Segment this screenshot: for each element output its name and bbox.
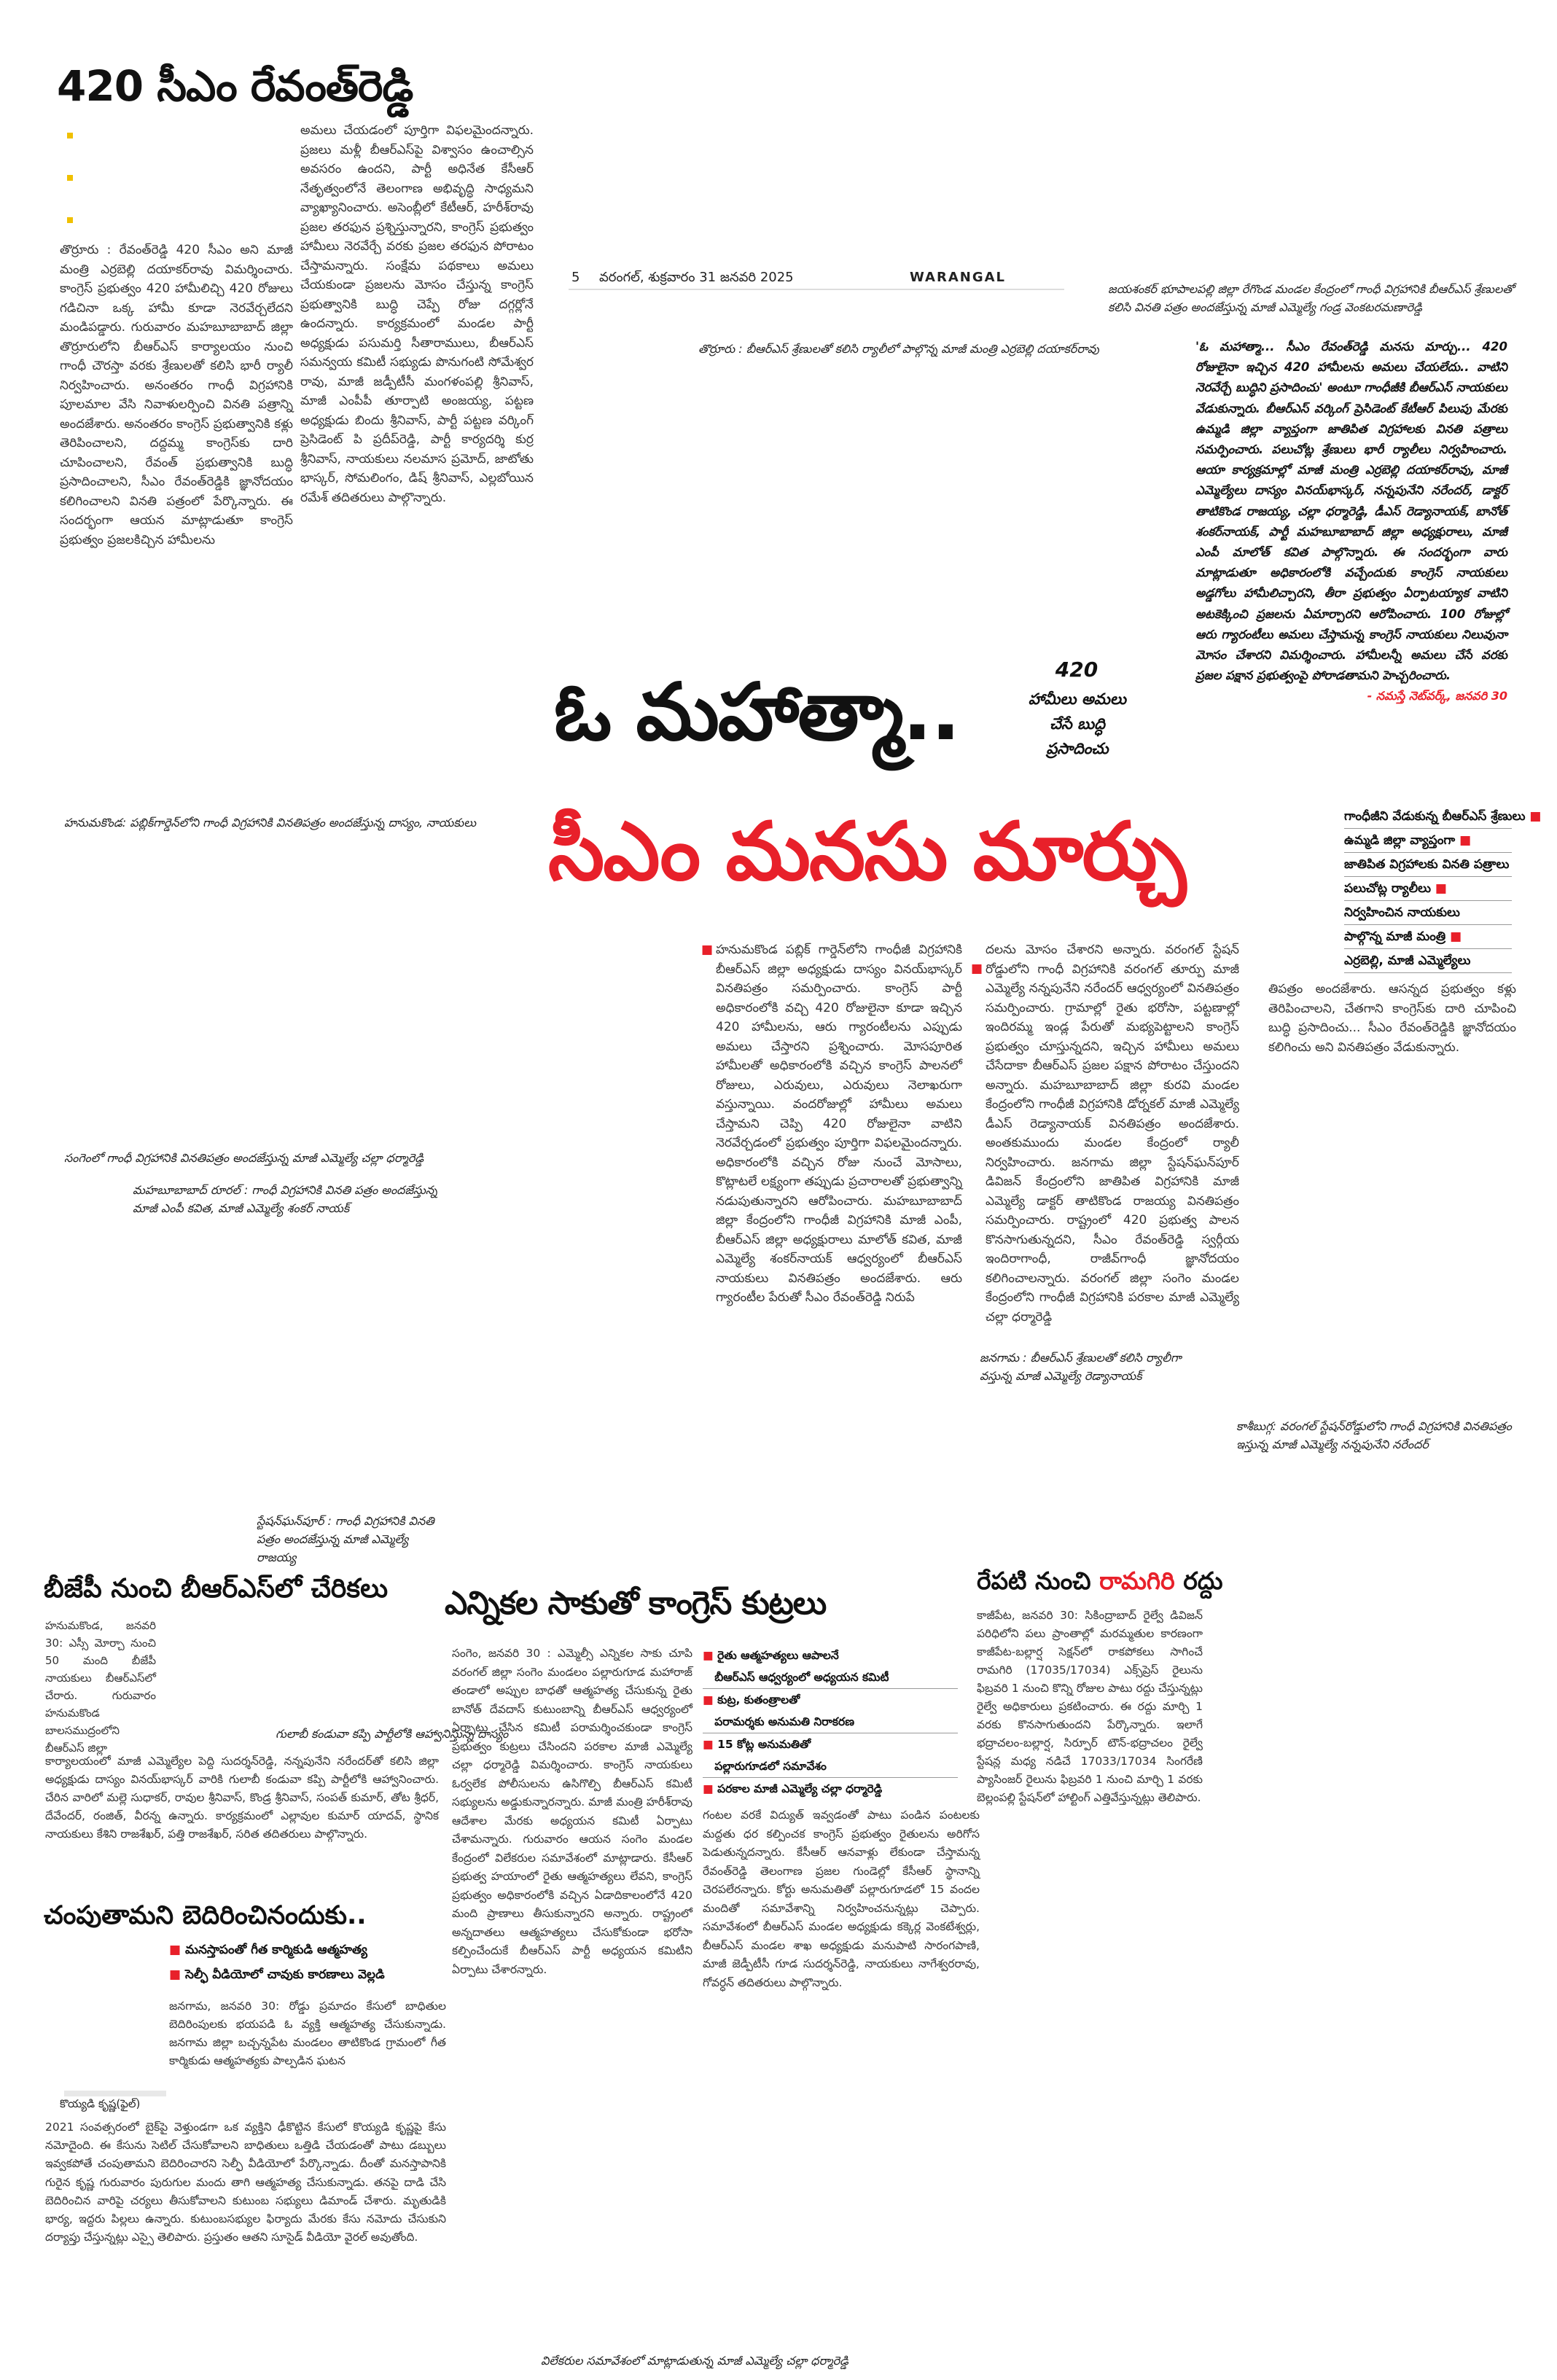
- folio-rule: [569, 289, 1064, 290]
- story1-column-2: అమలు చేయడంలో పూర్తిగా విఫలమైందన్నారు. ప్రజలు మళ్లీ బీఆర్‌ఎస్‌పై విశ్వాసం ఉంచాల్సిన అవసరం ఉందని, పార్టీ అధినేత కేసీఆర్ నేతృత్వంలోనే తెలంగాణ అభివృద్ధి సాధ్యమని వ్యాఖ్యానించారు. అసెంబ్లీలో కేటీఆర్, హరీశ్‌రావు ప్రజల తరఫున ప్రశ్నిస్తున్నారని, కాంగ్రెస్ ప్రభుత్వం హామీలు నెరవేర్చే వరకు ప్రజల తరఫున పోరాటం చేస్తామన్నారు. సంక్షేమ పథకాలు అమలు చేయకుండా ప్రజలను మోసం చేస్తున్న కాంగ్రెస్ ప్రభుత్వానికి బుద్ధి చెప్పే రోజు దగ్గర్లోనే ఉందన్నారు. కార్యక్రమంలో మండల పార్టీ అధ్యక్షుడు పసుమర్తి సీతారాములు, బీఆర్‌ఎస్ సమన్వయ కమిటీ సభ్యుడు పొనుగంటి సోమేశ్వర రావు, మాజీ జడ్పీటీసీ మంగళంపల్లి శ్రీనివాస్, మాజీ ఎంపీపీ తూర్పాటి అంజయ్య, పట్టణ అధ్యక్షుడు బిందు శ్రీనివాస్, పార్టీ పట్టణ వర్కింగ్ ప్రెసిడెంట్ పి ప్రదీప్‌రెడ్డి, పార్టీ కార్యదర్శి కుర్ర శ్రీనివాస్, నాయకులు నలమాస ప్రమోద్, జాటోతు భాస్కర్, సోమలింగం, డిష్ శ్రీనివాస్, ఎల్లబోయిన రమేశ్ తదితరులు పాల్గొన్నారు.: [300, 123, 534, 505]
- bullet-item: జాతిపిత విగ్రహాలకు వినతి పత్రాలు: [1344, 853, 1512, 877]
- quote-credit: - నమస్తే నెట్‌వర్క్, జనవరి 30: [1367, 689, 1507, 703]
- bullet-item: పల్లారుగూడలో సమావేశం: [703, 1755, 958, 1778]
- bullet-item: పరామర్శకు అనుమతి నిరాకరణ: [703, 1711, 958, 1733]
- threat-intro: జనగామ, జనవరి 30: రోడ్డు ప్రమాదం కేసులో బాధితుల బెదిరింపులకు భయపడి ఓ వ్యక్తి ఆత్మహత్య చేసుకున్నాడు. జనగామ జిల్లా బచ్చన్నపేట మండలం తాటికొండ గ్రామంలో గీత కార్మికుడు ఆత్మహత్యకు పాల్పడిన ఘటన: [169, 1999, 446, 2067]
- photo-caption-station-ghanpur: స్టేషన్‌ఘన్‌పూర్ : గాంధీ విగ్రహానికి వినతి పత్రం అందజేస్తున్న మాజీ ఎమ్మెల్యే రాజయ్య: [257, 1514, 434, 1564]
- bullet-item: ■ 15 కోట్ల అనుమతితో: [703, 1738, 811, 1751]
- photo-caption-sangem: సంగెంలో గాంధీ విగ్రహానికి వినతిపత్రం అందజేస్తున్న మాజీ ఎమ్మెల్యే చల్లా ధర్మారెడ్డి: [64, 1151, 424, 1165]
- story-headline-train: [977, 1564, 1223, 1598]
- main-story-col2-text: దలను మోసం చేశారని అన్నారు. వరంగల్ స్టేషన్ రోడ్డులోని గాంధీ విగ్రహానికి వరంగల్ తూర్పు మాజీ ఎమ్మెల్యే నన్నపునేని నరేందర్ ఆధ్వర్యంలో వినతిపత్రం సమర్పించారు. గ్రామాల్లో రైతు భరోసా, పట్టణాల్లో ఇందిరమ్మ ఇండ్ల పేరుతో మభ్యపెట్టాలని కాంగ్రెస్ ప్రభుత్వం చూస్తున్నదని, ఇచ్చిన హామీలు అమలు చేసేదాకా బీఆర్‌ఎస్ ప్రజల పక్షాన పోరాటం చేస్తుందని అన్నారు. మహబూబాబాద్ జిల్లా కురవి మండల కేంద్రంలోని గాంధీజీ విగ్రహానికి డోర్నకల్ మాజీ ఎమ్మెల్యే డీఎస్ రెడ్యానాయక్ వినతిపత్రం అందజేశారు. అంతకుముందు మండల కేంద్రంలో ర్యాలీ నిర్వహించారు. జనగామ జిల్లా స్టేషన్‌ఘన్‌పూర్ డివిజన్ కేంద్రంలోని జాతిపిత విగ్రహానికి మాజీ ఎమ్మెల్యే డాక్టర్ తాటికొండ రాజయ్య వినతిపత్రం సమర్పించారు. రాష్ట్రంలో 420 ప్రభుత్వ పాలన కొనసాగుతున్నదని, సీఎం రేవంత్‌రెడ్డి స్వర్గీయ ఇందిరాగాంధీ, రాజీవ్‌గాంధీ జ్ఞానోదయం కలిగించాలన్నారు. వరంగల్ జిల్లా సంగెం మండల కేంద్రంలోని గాంధీజీ విగ్రహానికి పరకాల మాజీ ఎమ్మెల్యే చల్లా ధర్మారెడ్డి: [986, 943, 1239, 1324]
- congress-bullets: [703, 1644, 958, 1798]
- threat-bullets: [169, 1938, 446, 1989]
- bullet-item: గాంధీజీని వేడుకున్న బీఆర్‌ఎస్ శ్రేణులు ■: [1344, 805, 1512, 829]
- kicker-number: 420: [1055, 658, 1099, 682]
- lead-quote-text: 'ఓ మహాత్మా... సీఎం రేవంత్‌రెడ్డి మనసు మార్చు... 420 రోజులైనా ఇచ్చిన 420 హామీలను అమలు చేయలేదు.. వాటిని నెరవేర్చే బుద్ధిని ప్రసాదించు' అంటూ గాంధీజీకి బీఆర్‌ఎస్ నాయకులు వేడుకున్నారు. బీఆర్‌ఎస్ వర్కింగ్ ప్రెసిడెంట్ కేటీఆర్ పిలుపు మేరకు ఉమ్మడి జిల్లా వ్యాప్తంగా జాతిపిత విగ్రహాలకు వినతి పత్రాలు సమర్పించారు. పలుచోట్ల శ్రేణులు భారీ ర్యాలీలు నిర్వహించారు. ఆయా కార్యక్రమాల్లో మాజీ మంత్రి ఎర్రబెల్లి దయాకర్‌రావు, మాజీ ఎమ్మెల్యేలు దాస్యం వినయ్‌భాస్కర్, నన్నపునేని నరేందర్, డాక్టర్ తాటికొండ రాజయ్య, చల్లా ధర్మారెడ్డి, డీఎస్ రెడ్యానాయక్, బానోత్ శంకర్‌నాయక్, పార్టీ మహబూబాబాద్ జిల్లా అధ్యక్షురాలు, మాజీ ఎంపీ మాలోత్ కవిత పాల్గొన్నారు. ఈ సందర్భంగా వారు మాట్లాడుతూ అధికారంలోకి వచ్చేందుకు కాంగ్రెస్ నాయకులు అడ్డగోలు హామీలిచ్చారని, తీరా ప్రభుత్వం ఏర్పాటయ్యాక వాటిని అటకెక్కించి ప్రజలను ఏమార్చారని ఆరోపించారు. 100 రోజుల్లో ఆరు గ్యారంటీలు అమలు చేస్తామన్న కాంగ్రెస్ నాయకులు నిలువునా మోసం చేశారని విమర్శించారు. హామీలన్నీ అమలు చేసే వరకు ప్రజల పక్షాన ప్రభుత్వంపై పోరాడతామని హెచ్చరించారు.: [1195, 340, 1507, 683]
- bullet-item: పలుచోట్ల ర్యాలీలు ■: [1344, 877, 1512, 901]
- main-story-column-3: తిపత్రం అందజేశారు. ఆసన్నద ప్రభుత్వం కళ్లు తెరిపించాలని, చేతగాని కాంగ్రెస్‌కు దారి చూపించి బుద్ధి ప్రసాదించు... సీఎం రేవంత్‌రెడ్డికి జ్ఞానోదయం కలిగించు అని వినతిపత్రం వేడుకున్నారు.: [1268, 982, 1516, 1055]
- story-headline-420-cm: 420 సీఎం రేవంత్‌రెడ్డి: [57, 61, 413, 111]
- main-headline-line1: ఓ మహాత్మా..: [554, 667, 959, 758]
- page-number: 5: [571, 270, 580, 285]
- bullet-dot: [67, 175, 73, 181]
- kicker-text: హామీలు అమలు చేసే బుద్ధి ప్రసాదించు: [1028, 690, 1127, 757]
- main-headline-line2: సీఎం మనసు మార్చు: [548, 805, 1185, 898]
- congress-column-1: సంగెం, జనవరి 30 : ఎమ్మెల్సీ ఎన్నికల సాకు చూపి వరంగల్ జిల్లా సంగెం మండలం పల్లారుగూడ మహారాజ్ తండాలో అప్పుల బాధతో ఆత్మహత్య చేసుకున్న రైతు బానోత్ దేవదాస్ కుటుంబాన్ని బీఆర్‌ఎస్ ఆధ్వర్యంలో ఏర్పాటు చేసిన కమిటీ పరామర్శించకుండా కాంగ్రెస్ ప్రభుత్వం కుట్రలు చేసిందని పరకాల మాజీ ఎమ్మెల్యే చల్లా ధర్మారెడ్డి విమర్శించారు. కాంగ్రెస్ నాయకులు ఓర్వలేక పోలీసులను ఉసిగొల్పి బీఆర్‌ఎస్ కమిటీ సభ్యులను అడ్డుకున్నారన్నారు. మాజీ మంత్రి హరీశ్‌రావు ఆదేశాల మేరకు అధ్యయన కమిటీ ఏర్పాటు చేశామన్నారు. గురువారం ఆయన సంగెం మండల కేంద్రంలో విలేకరుల సమావేశంలో మాట్లాడారు. కేసీఆర్ ప్రభుత్వ హయాంలో రైతు ఆత్మహత్యలు లేవని, కాంగ్రెస్ ప్రభుత్వం అధికారంలోకి వచ్చిన ఏడాదికాలంలోనే 420 మంది ప్రాణాలు తీసుకున్నారని అన్నారు. రాష్ట్రంలో అన్నదాతలు ఆత్మహత్యలు చేసుకోకుండా భరోసా కల్పించేందుకే బీఆర్‌ఎస్ పార్టీ అధ్యయన కమిటీని ఏర్పాటు చేశారన్నారు.: [452, 1647, 692, 1976]
- highlight-bullets: [1344, 805, 1542, 974]
- bullet-item: బీఆర్‌ఎస్ ఆధ్వర్యంలో అధ్యయన కమిటీ: [703, 1666, 958, 1689]
- main-story-column-2: [969, 940, 1239, 1334]
- dateline: వరంగల్, శుక్రవారం 31 జనవరి 2025: [599, 270, 794, 285]
- joins-body: కార్యాలయంలో మాజీ ఎమ్మెల్యేల పెద్ది సుదర్శన్‌రెడ్డి, నన్నపునేని నరేందర్‌తో కలిసి జిల్లా అధ్యక్షుడు దాస్యం వినయ్‌భాస్కర్ వారికి గులాబీ కండువా కప్పి పార్టీలోకి ఆహ్వానించారు. చేరిన వారిలో మల్లె సుధాకర్, రావుల శ్రీనివాస్, కొండ్ర శ్రీనివాస్, సంపత్ కుమార్, తోట శ్రీధర్, దేవేందర్, రంజిత్, వీరన్న ఉన్నారు. కార్యక్రమంలో ఎల్లావుల కుమార్ యాదవ్, స్థానిక నాయకులు కేశిని రాజశేఖర్, పత్తి రాజశేఖర్, సరిత తదితరులు పాల్గొన్నారు.: [45, 1755, 439, 1841]
- bullet-marker: ■: [701, 943, 714, 957]
- photo-caption-hanumakonda: హనుమకొండ: పబ్లిక్‌గార్డెన్‌లోని గాంధీ విగ్రహానికి వినతిపత్రం అందజేస్తున్న దాస్యం, నాయకులు: [64, 816, 477, 830]
- photo-caption-joins: గులాబీ కండువా కప్పి పార్టీలోకి ఆహ్వానిస్తున్న దాస్యం: [276, 1727, 509, 1741]
- bullet-item: నిర్వహించిన నాయకులు: [1344, 901, 1512, 925]
- congress-column-2: గంటల వరకే విద్యుత్ ఇవ్వడంతో పాటు పండిన పంటలకు మద్దతు ధర కల్పించక కాంగ్రెస్ ప్రభుత్వం రైతులను అరిగోస పెడుతున్నదన్నారు. కేసీఆర్ ఆనవాళ్లు లేకుండా చేస్తామన్న రేవంత్‌రెడ్డి తెలంగాణ ప్రజల గుండెల్లో కేసీఆర్ స్థానాన్ని చెరపలేరన్నారు. కోర్టు అనుమతితో పల్లారుగూడలో 15 వందల మందితో సమావేశాన్ని నిర్వహించనున్నట్లు చెప్పారు. సమావేశంలో బీఆర్‌ఎస్ మండల అధ్యక్షుడు కక్కెర్ల వెంకటేశ్వర్లు, బీఆర్‌ఎస్ మండల శాఖ అధ్యక్షుడు మనుపాటి సారంగపాణి, మాజీ జెడ్పీటీసీ గూడ సుదర్శన్‌రెడ్డి, నాయకులు నాగేశ్వరరావు, గోవర్ధన్ తదితరులు పాల్గొన్నారు.: [703, 1809, 980, 1989]
- bullet-item: ■ రైతు ఆత్మహత్యలు ఆపాలనే: [703, 1649, 839, 1662]
- train-body: కాజీపేట, జనవరి 30: సికింద్రాబాద్ రైల్వే డివిజన్ పరిధిలోని పలు ప్రాంతాల్లో మరమ్మతుల కారణంగా కాజీపేట-బల్లార్ష సెక్షన్‌లో రాకపోకలు సాగించే రామగిరి (17035/17034) ఎక్స్‌ప్రెస్ రైలును ఫిబ్రవరి 1 నుంచి కొన్ని రోజుల పాటు రద్దు చేస్తున్నట్లు రైల్వే అధికారులు ప్రకటించారు. ఈ రద్దు మార్చి 1 వరకు కొనసాగుతుందని పేర్కొన్నారు. ఇలాగే భద్రాచలం-బల్లార్ష, సిర్పూర్ టౌన్-భద్రాచలం రైల్వే స్టేషన్ల మధ్య నడిచే 17033/17034 సింగరేణి ప్యాసింజర్ రైలును ఫిబ్రవరి 1 నుంచి మార్చి 1 వరకు బెల్లంపల్లి స్టేషన్‌లో హాల్టింగ్ ఎత్తివేస్తున్నట్లు తెలిపారు.: [977, 1609, 1203, 1804]
- joins-narrow-column: హనుమకొండ, జనవరి 30: ఎస్సీ మోర్చా నుంచి 50 మంది బీజేపీ నాయకులు బీఆర్‌ఎస్‌లో చేరారు. గురువారం హనుమకొండ బాలసముద్రంలోని బీఆర్‌ఎస్ జిల్లా: [45, 1619, 156, 1755]
- bullet-item: ■ సెల్ఫీ వీడియోలో చావుకు కారణాలు వెల్లడి: [169, 1967, 385, 1982]
- photo-caption-kashibugga: కాశీబుగ్గ: వరంగల్ స్టేషన్‌రోడ్డులోని గాంధీ విగ్రహానికి వినతిపత్రం ఇస్తున్న మాజీ ఎమ్మెల్యే నన్నపునేని నరేందర్: [1236, 1419, 1512, 1451]
- threat-body: 2021 సంవత్సరంలో బైక్‌పై వెళ్తుండగా ఒక వ్యక్తిని ఢీకొట్టిన కేసులో కొయ్యడి కృష్ణపై కేసు నమోదైంది. ఈ కేసును సెటిల్ చేసుకోవాలని బాధితులు ఒత్తిడి చేయడంతో పాటు డబ్బులు ఇవ్వకపోతే చంపుతామని బెదిరించారని సెల్ఫీ వీడియోలో పేర్కొన్నాడు. దీంతో మనస్తాపానికి గురైన కృష్ణ గురువారం పురుగుల మందు తాగి ఆత్మహత్య చేసుకున్నాడు. తనపై దాడి చేసి బెదిరించిన వారిపై చర్యలు తీసుకోవాలని కుటుంబ సభ్యులు డిమాండ్ చేశారు. మృతుడికి భార్య, ఇద్దరు పిల్లలు ఉన్నారు. కుటుంబసభ్యుల ఫిర్యాదు మేరకు కేసు నమోదు చేసుకుని దర్యాప్తు చేస్తున్నట్లు ఎస్సై తెలిపారు. ప్రస్తుతం ఆతని సూసైడ్ వీడియో వైరల్ అవుతోంది.: [45, 2120, 446, 2244]
- photo-caption-regonda: జయశంకర్ భూపాలపల్లి జిల్లా రేగొండ మండల కేంద్రంలో గాంధీ విగ్రహానికి బీఆర్‌ఎస్ శ్రేణులతో కలిసి వినతి పత్రం అందజేస్తున్న మాజీ ఎమ్మెల్యే గండ్ర వెంకటరమణారెడ్డి: [1108, 282, 1515, 314]
- photo-caption-sangem-press: విలేకరుల సమావేశంలో మాట్లాడుతున్న మాజీ ఎమ్మెల్యే చల్లా ధర్మారెడ్డి: [541, 2354, 848, 2368]
- photo-caption-mahabubabad: మహబూబాబాద్ రూరల్ : గాంధీ విగ్రహానికి వినతి పత్రం అందజేస్తున్న మాజీ ఎంపీ కవిత, మాజీ ఎమ్మెల్యే శంకర్ నాయక్: [133, 1183, 437, 1215]
- main-story-column-1: [700, 940, 962, 1334]
- main-story-col1-text: హనుమకొండ పబ్లిక్ గార్డెన్‌లోని గాంధీజీ విగ్రహానికి బీఆర్‌ఎస్ జిల్లా అధ్యక్షుడు దాస్యం వినయ్‌భాస్కర్ వినతిపత్రం సమర్పించారు. కాంగ్రెస్ పార్టీ అధికారంలోకి వచ్చి 420 రోజులైనా కూడా ఇచ్చిన 420 హామీలను, ఆరు గ్యారంటీలను ఎప్పుడు అమలు చేస్తారని ప్రశ్నించారు. మోసపూరిత హామీలతో అధికారంలోకి వచ్చిన కాంగ్రెస్ పాలనలో రోజులు, ఎరువులు, ఎరువులు నెలాఖరుగా వస్తున్నాయి. వందరోజుల్లో హామీలు అమలు చేస్తామని చెప్పి 420 రోజులైనా వాటిని నెరవేర్చడంలో ప్రభుత్వం పూర్తిగా విఫలమైందన్నారు. అధికారంలోకి వచ్చిన రోజు నుంచే మోసాలు, కొట్లాటలే లక్ష్యంగా తప్పుడు ప్రచారాలతో ప్రభుత్వాన్ని నడుపుతున్నారని ఆరోపించారు. మహబూబాబాద్ జిల్లా కేంద్రంలోని గాంధీజీ విగ్రహానికి మాజీ ఎంపీ, బీఆర్‌ఎస్ జిల్లా అధ్యక్షురాలు మాలోత్ కవిత, మాజీ ఎమ్మెల్యే శంకర్‌నాయక్ ఆధ్వర్యంలో బీఆర్‌ఎస్ నాయకులు వినతిపత్రం అందజేశారు. ఆరు గ్యారంటీల పేరుతో సీఎం రేవంత్‌రెడ్డి నిరుపే: [716, 943, 962, 1305]
- bullet-item: పాల్గొన్న మాజీ మంత్రి ■: [1344, 925, 1512, 949]
- photo-caption-janagama: జనగామ : బీఆర్‌ఎస్ శ్రేణులతో కలిసి ర్యాలీగా వస్తున్న మాజీ ఎమ్మెల్యే రెడ్యానాయక్: [980, 1351, 1182, 1383]
- bullet-item: ఎర్రబెల్లి, మాజీ ఎమ్మెల్యేలు: [1344, 949, 1512, 973]
- bullet-dot: [67, 133, 73, 138]
- bullet-item: ■ మనస్తాపంతో గీత కార్మికుడి ఆత్మహత్య: [169, 1943, 367, 1957]
- bullet-item: ■ కుట్ర, కుతంత్రాలతో: [703, 1693, 800, 1706]
- train-headline-part: రేపటి నుంచి: [977, 1566, 1100, 1595]
- story-headline-congress: ఎన్నికల సాకుతో కాంగ్రెస్ కుట్రలు: [445, 1585, 827, 1622]
- bullet-marker: ■: [971, 961, 983, 976]
- train-headline-highlight: రామగిరి: [1099, 1566, 1175, 1595]
- train-headline-part: రద్దు: [1174, 1566, 1223, 1595]
- story-headline-joins: బీజేపీ నుంచి బీఆర్‌ఎస్‌లో చేరికలు: [44, 1574, 389, 1604]
- story-headline-threat: చంపుతామని బెదిరించినందుకు..: [44, 1901, 367, 1930]
- photo-caption-torrur: తొర్రూరు : బీఆర్‌ఎస్ శ్రేణులతో కలిసి ర్యాలీలో పాల్గొన్న మాజీ మంత్రి ఎర్రబెల్లి దయాకర్‌రావు: [698, 342, 1099, 356]
- bullet-item: ఉమ్మడి జిల్లా వ్యాప్తంగా ■: [1344, 829, 1512, 853]
- edition-name: WARANGAL: [910, 270, 1007, 285]
- story1-column-1: తొర్రూరు : రేవంత్‌రెడ్డి 420 సీఎం అని మాజీ మంత్రి ఎర్రబెల్లి దయాకర్‌రావు విమర్శించారు. కాంగ్రెస్ ప్రభుత్వం 420 హామీలిచ్చి 420 రోజులు గడిచినా ఒక్క హామీ కూడా నెరవేర్చలేదని మండిపడ్డారు. గురువారం మహబూబాబాద్ జిల్లా తొర్రూరులోని బీఆర్‌ఎస్ కార్యాలయం నుంచి గాంధీ చౌరస్తా వరకు శ్రేణులతో కలిసి భారీ ర్యాలీ నిర్వహించారు. అనంతరం గాంధీ విగ్రహానికి పూలమాల వేసి నివాళులర్పించి వినతి పత్రాన్ని అందజేశారు. అనంతరం కాంగ్రెస్ ప్రభుత్వానికి కళ్లు తెరిపించాలని, దద్దమ్మ కాంగ్రెస్‌కు దారి చూపించాలని, రేవంత్ ప్రభుత్వానికి బుద్ధి ప్రసాదించాలని, సీఎం రేవంత్‌రెడ్డికి జ్ఞానోదయం కలిగించాలని వినతి పత్రంలో పేర్కొన్నారు. ఈ సందర్భంగా ఆయన మాట్లాడుతూ కాంగ్రెస్ ప్రభుత్వం ప్రజలకిచ్చిన హామీలను: [60, 243, 293, 547]
- bullet-dot: [67, 217, 73, 223]
- bullet-item: ■ పరకాల మాజీ ఎమ్మెల్యే చల్లా ధర్మారెడ్డి: [703, 1782, 883, 1795]
- lead-quote: [1195, 337, 1507, 771]
- file-photo-caption: కొయ్యడి కృష్ణ(ఫైల్): [60, 2097, 141, 2110]
